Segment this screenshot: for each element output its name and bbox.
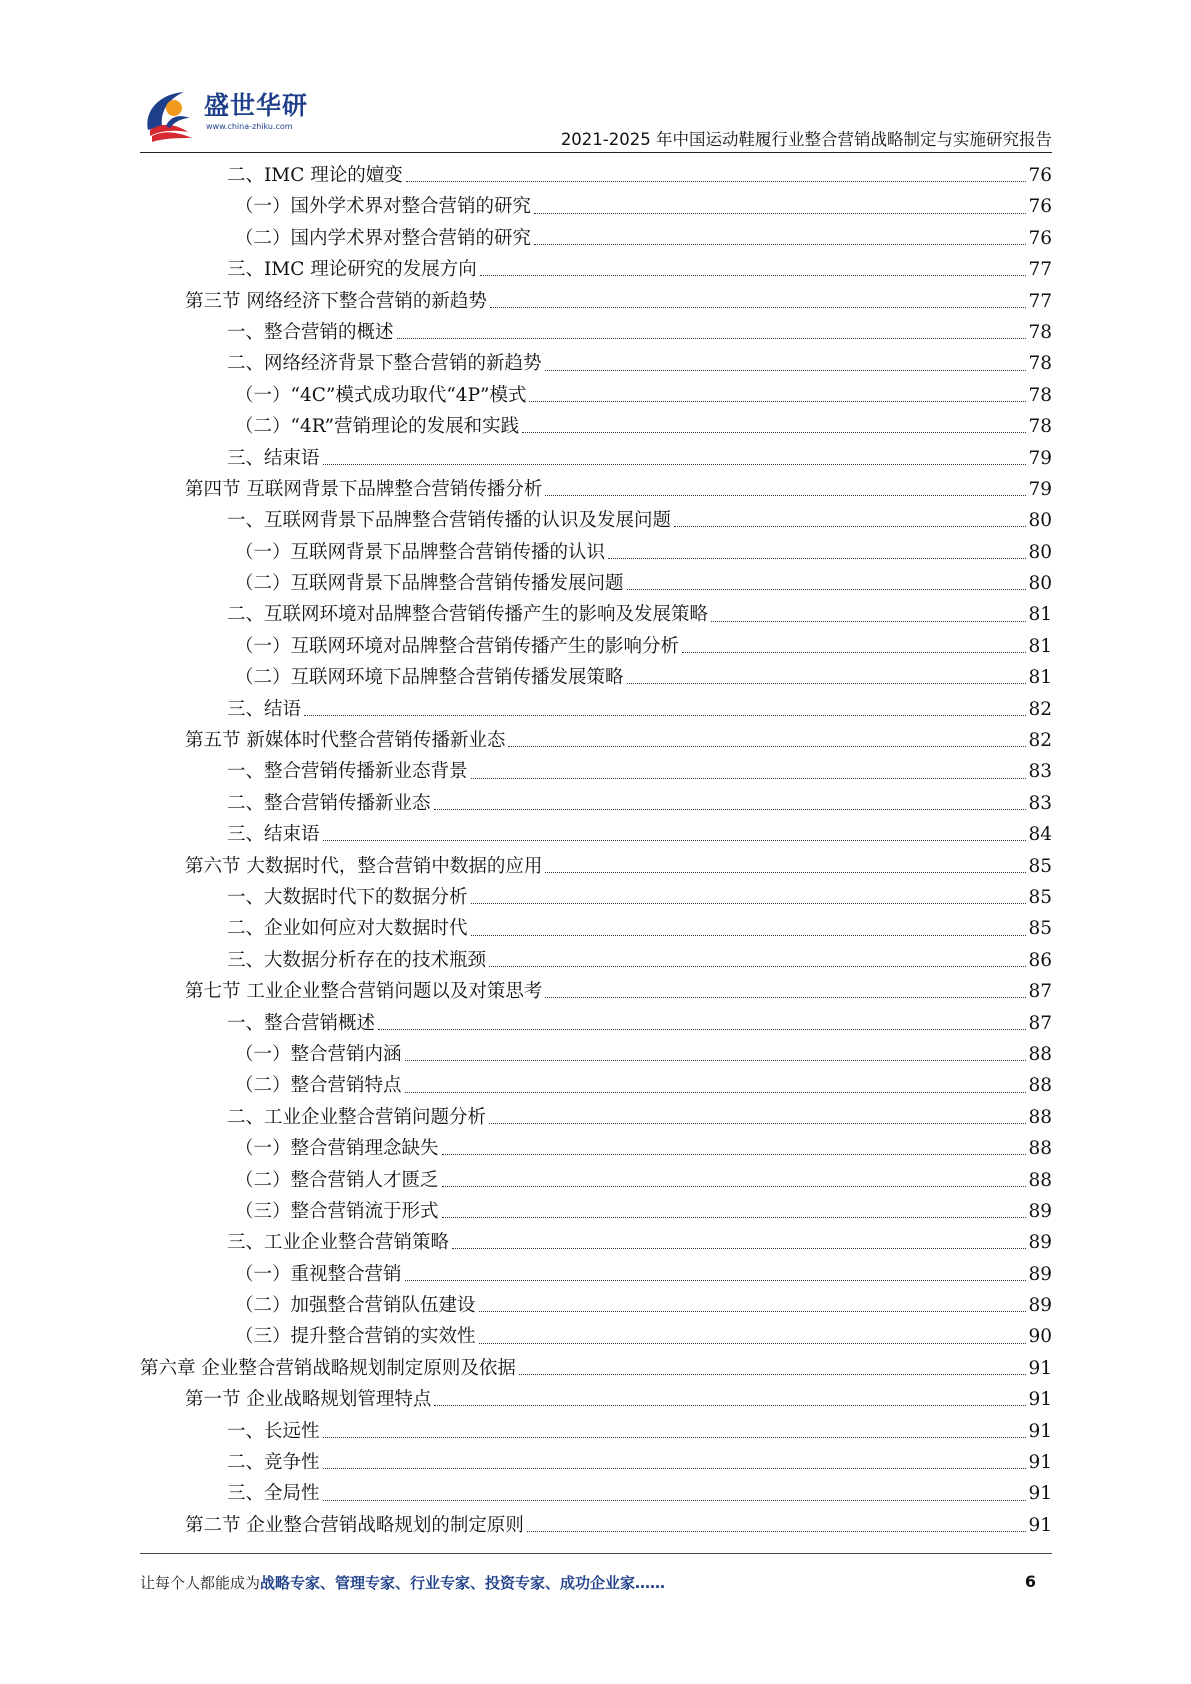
toc-dot-leader [545, 495, 1026, 496]
toc-dot-leader [522, 432, 1026, 433]
toc-dot-leader [323, 1437, 1027, 1438]
toc-entry-title: （三）整合营销流于形式 [235, 1200, 439, 1222]
toc-entry-page: 79 [1028, 478, 1052, 500]
toc-entry-title: 一、整合营销的概述 [227, 321, 394, 343]
header-divider [140, 152, 1052, 153]
toc-entry[interactable] [140, 1008, 1052, 1039]
toc-entry[interactable] [140, 1478, 1052, 1509]
toc-dot-leader [545, 997, 1026, 998]
toc-entry-title: 第四节 互联网背景下品牌整合营销传播分析 [185, 478, 543, 500]
toc-entry-page: 91 [1028, 1452, 1052, 1474]
toc-entry-page: 89 [1028, 1232, 1052, 1254]
toc-dot-leader [627, 683, 1027, 684]
toc-entry-title: 第五节 新媒体时代整合营销传播新业态 [185, 730, 506, 752]
toc-entry-title: 第六节 大数据时代，整合营销中数据的应用 [185, 855, 543, 877]
toc-entry-title: 三、工业企业整合营销策略 [227, 1232, 450, 1254]
toc-entry-title: 二、互联网环境对品牌整合营销传播产生的影响及发展策略 [227, 604, 709, 626]
toc-dot-leader [490, 307, 1027, 308]
toc-entry[interactable] [140, 254, 1052, 285]
toc-entry[interactable] [140, 1196, 1052, 1227]
toc-dot-leader [711, 621, 1026, 622]
toc-entry-title: （一）整合营销内涵 [235, 1043, 402, 1065]
toc-entry[interactable] [140, 223, 1052, 254]
toc-entry[interactable] [140, 1447, 1052, 1478]
toc-dot-leader [304, 715, 1026, 716]
toc-entry-page: 77 [1028, 290, 1052, 312]
toc-entry-title: 第一节 企业战略规划管理特点 [185, 1389, 432, 1411]
toc-dot-leader [434, 809, 1027, 810]
toc-entry-title: （三）提升整合营销的实效性 [235, 1326, 476, 1348]
toc-entry-page: 77 [1028, 259, 1052, 281]
toc-entry[interactable] [140, 443, 1052, 474]
toc-dot-leader [405, 1060, 1027, 1061]
toc-entry[interactable] [140, 348, 1052, 379]
toc-entry-title: （二）互联网环境下品牌整合营销传播发展策略 [235, 667, 624, 689]
toc-dot-leader [452, 1248, 1026, 1249]
toc-entry-page: 78 [1028, 384, 1052, 406]
toc-dot-leader [442, 1186, 1027, 1187]
toc-dot-leader [489, 966, 1026, 967]
toc-entry-page: 86 [1028, 949, 1052, 971]
toc-entry-page: 76 [1028, 227, 1052, 249]
footer-divider [140, 1553, 1052, 1554]
toc-entry[interactable] [140, 1510, 1052, 1541]
toc-entry-title: 二、整合营销传播新业态 [227, 792, 431, 814]
toc-entry-title: 三、结束语 [227, 447, 320, 469]
toc-entry-page: 84 [1028, 824, 1052, 846]
toc-dot-leader [674, 526, 1026, 527]
toc-dot-leader [378, 1029, 1026, 1030]
toc-dot-leader [489, 1123, 1026, 1124]
toc-entry[interactable] [140, 662, 1052, 693]
toc-entry-page: 91 [1028, 1357, 1052, 1379]
page-footer [140, 1572, 1052, 1598]
toc-entry-page: 79 [1028, 447, 1052, 469]
toc-entry-page: 89 [1028, 1200, 1052, 1222]
toc-entry-page: 87 [1028, 1012, 1052, 1034]
toc-entry-page: 78 [1028, 353, 1052, 375]
toc-entry-page: 85 [1028, 918, 1052, 940]
toc-dot-leader [682, 652, 1026, 653]
toc-entry-title: 一、互联网背景下品牌整合营销传播的认识及发展问题 [227, 510, 672, 532]
toc-entry-page: 83 [1028, 761, 1052, 783]
toc-entry-title: （二）整合营销特点 [235, 1075, 402, 1097]
toc-entry-title: （二）互联网背景下品牌整合营销传播发展问题 [235, 573, 624, 595]
toc-entry[interactable] [140, 380, 1052, 411]
toc-entry-title: 一、整合营销传播新业态背景 [227, 761, 468, 783]
toc-entry-title: （二）“4R”营销理论的发展和实践 [235, 416, 520, 438]
toc-entry-page: 91 [1028, 1420, 1052, 1442]
toc-entry-page: 88 [1028, 1043, 1052, 1065]
toc-entry-page: 80 [1028, 573, 1052, 595]
toc-entry-page: 91 [1028, 1514, 1052, 1536]
toc-entry-title: 第三节 网络经济下整合营销的新趋势 [185, 290, 487, 312]
toc-entry[interactable] [140, 317, 1052, 348]
toc-entry-title: 三、结语 [227, 698, 302, 720]
toc-entry-page: 76 [1028, 196, 1052, 218]
toc-entry-page: 85 [1028, 855, 1052, 877]
toc-dot-leader [534, 213, 1026, 214]
toc-entry-title: （一）重视整合营销 [235, 1263, 402, 1285]
toc-entry-page: 90 [1028, 1326, 1052, 1348]
toc-entry-page: 78 [1028, 321, 1052, 343]
company-logo [140, 82, 310, 144]
toc-entry-title: 二、网络经济背景下整合营销的新趋势 [227, 353, 542, 375]
toc-entry[interactable] [140, 725, 1052, 756]
toc-dot-leader [471, 935, 1027, 936]
toc-entry[interactable] [140, 1165, 1052, 1196]
toc-dot-leader [397, 338, 1027, 339]
toc-dot-leader [608, 558, 1026, 559]
toc-entry[interactable] [140, 474, 1052, 505]
toc-entry[interactable] [140, 1259, 1052, 1290]
toc-dot-leader [442, 1154, 1027, 1155]
toc-entry-title: 二、竞争性 [227, 1452, 320, 1474]
toc-entry-title: 二、企业如何应对大数据时代 [227, 918, 468, 940]
toc-entry-page: 76 [1028, 165, 1052, 186]
toc-entry-page: 80 [1028, 541, 1052, 563]
toc-entry[interactable] [140, 1353, 1052, 1384]
toc-entry-title: 三、全局性 [227, 1483, 320, 1505]
toc-entry-title: （一）整合营销理念缺失 [235, 1138, 439, 1160]
brand-url: www.china-zhiku.com [206, 122, 293, 131]
toc-entry[interactable] [140, 160, 1052, 191]
toc-entry-title: （一）国外学术界对整合营销的研究 [235, 196, 532, 218]
toc-entry-title: （二）整合营销人才匮乏 [235, 1169, 439, 1191]
toc-entry-page: 88 [1028, 1075, 1052, 1097]
toc-entry[interactable] [140, 1102, 1052, 1133]
toc-entry-page: 83 [1028, 792, 1052, 814]
toc-entry-title: 一、长远性 [227, 1420, 320, 1442]
toc-entry-page: 85 [1028, 886, 1052, 908]
toc-dot-leader [479, 1343, 1027, 1344]
toc-entry[interactable] [140, 505, 1052, 536]
toc-dot-leader [323, 1468, 1027, 1469]
toc-entry-page: 91 [1028, 1389, 1052, 1411]
toc-entry[interactable] [140, 1290, 1052, 1321]
toc-dot-leader [323, 1500, 1027, 1501]
toc-entry-title: （一）互联网环境对品牌整合营销传播产生的影响分析 [235, 635, 680, 657]
toc-entry[interactable] [140, 913, 1052, 944]
toc-dot-leader [471, 778, 1027, 779]
toc-dot-leader [323, 464, 1027, 465]
toc-entry[interactable] [140, 851, 1052, 882]
toc-entry-title: 三、结束语 [227, 824, 320, 846]
toc-entry-page: 88 [1028, 1169, 1052, 1191]
toc-entry[interactable] [140, 286, 1052, 317]
toc-dot-leader [508, 746, 1026, 747]
toc-dot-leader [627, 589, 1027, 590]
toc-entry-title: 第六章 企业整合营销战略规划制定原则及依据 [140, 1357, 516, 1379]
toc-entry-page: 81 [1028, 604, 1052, 626]
toc-dot-leader [442, 1217, 1027, 1218]
footer-slogan-roles: 战略专家、管理专家、行业专家、投资专家、成功企业家…… [260, 1574, 666, 1592]
toc-entry-title: 第二节 企业整合营销战略规划的制定原则 [185, 1514, 524, 1536]
toc-dot-leader [545, 872, 1026, 873]
toc-dot-leader [534, 244, 1026, 245]
page-header [140, 82, 1052, 152]
toc-entry-title: 二、工业企业整合营销问题分析 [227, 1106, 487, 1128]
toc-entry-title: 一、大数据时代下的数据分析 [227, 886, 468, 908]
toc-entry[interactable] [140, 631, 1052, 662]
toc-entry-title: 一、整合营销概述 [227, 1012, 376, 1034]
toc-entry-page: 87 [1028, 981, 1052, 1003]
toc-entry[interactable] [140, 191, 1052, 222]
toc-dot-leader [405, 1092, 1027, 1093]
toc-entry-page: 88 [1028, 1138, 1052, 1160]
toc-entry-page: 89 [1028, 1263, 1052, 1285]
toc-entry[interactable] [140, 568, 1052, 599]
toc-dot-leader [527, 1531, 1027, 1532]
toc-entry[interactable] [140, 1070, 1052, 1101]
toc-entry[interactable] [140, 1133, 1052, 1164]
toc-entry-page: 89 [1028, 1295, 1052, 1317]
toc-entry[interactable] [140, 882, 1052, 913]
toc-entry-title: （二）加强整合营销队伍建设 [235, 1295, 476, 1317]
toc-entry[interactable] [140, 411, 1052, 442]
table-of-contents [140, 160, 1052, 1541]
toc-entry-title: 二、IMC 理论的嬗变 [227, 165, 403, 186]
toc-entry-page: 88 [1028, 1106, 1052, 1128]
book-swoosh-logo-icon [140, 86, 204, 144]
toc-entry[interactable] [140, 1039, 1052, 1070]
toc-entry-page: 81 [1028, 635, 1052, 657]
footer-slogan-lead: 让每个人都能成为 [140, 1574, 261, 1592]
toc-entry[interactable] [140, 788, 1052, 819]
brand-name: 盛世华研 [204, 91, 309, 120]
toc-entry[interactable] [140, 537, 1052, 568]
toc-entry-title: （一）互联网背景下品牌整合营销传播的认识 [235, 541, 606, 563]
toc-entry-page: 91 [1028, 1483, 1052, 1505]
toc-dot-leader [545, 370, 1027, 371]
toc-dot-leader [405, 1280, 1027, 1281]
toc-entry[interactable] [140, 1384, 1052, 1415]
toc-entry-page: 82 [1028, 730, 1052, 752]
toc-entry[interactable] [140, 756, 1052, 787]
toc-dot-leader [434, 1405, 1026, 1406]
toc-entry[interactable] [140, 976, 1052, 1007]
report-title: 2021-2025 年中国运动鞋履行业整合营销战略制定与实施研究报告 [560, 130, 1052, 149]
toc-entry-page: 81 [1028, 667, 1052, 689]
page-number: 6 [1024, 1572, 1036, 1591]
toc-entry[interactable] [140, 694, 1052, 725]
toc-entry-title: 第七节 工业企业整合营销问题以及对策思考 [185, 981, 543, 1003]
toc-entry-title: （二）国内学术界对整合营销的研究 [235, 227, 532, 249]
toc-entry[interactable] [140, 819, 1052, 850]
toc-entry[interactable] [140, 599, 1052, 630]
toc-entry-title: 三、IMC 理论研究的发展方向 [227, 259, 477, 281]
toc-entry-page: 78 [1028, 416, 1052, 438]
toc-dot-leader [323, 840, 1027, 841]
toc-entry[interactable] [140, 1321, 1052, 1352]
toc-dot-leader [480, 275, 1027, 276]
toc-dot-leader [471, 903, 1027, 904]
toc-entry-page: 82 [1028, 698, 1052, 720]
toc-entry-page: 80 [1028, 510, 1052, 532]
toc-entry-title: （一）“4C”模式成功取代“4P”模式 [235, 384, 527, 406]
toc-dot-leader [529, 401, 1026, 402]
toc-entry[interactable] [140, 945, 1052, 976]
toc-entry-title: 三、大数据分析存在的技术瓶颈 [227, 949, 487, 971]
toc-dot-leader [479, 1311, 1027, 1312]
toc-entry[interactable] [140, 1227, 1052, 1258]
toc-dot-leader [519, 1374, 1027, 1375]
toc-dot-leader [406, 181, 1027, 182]
toc-entry[interactable] [140, 1416, 1052, 1447]
